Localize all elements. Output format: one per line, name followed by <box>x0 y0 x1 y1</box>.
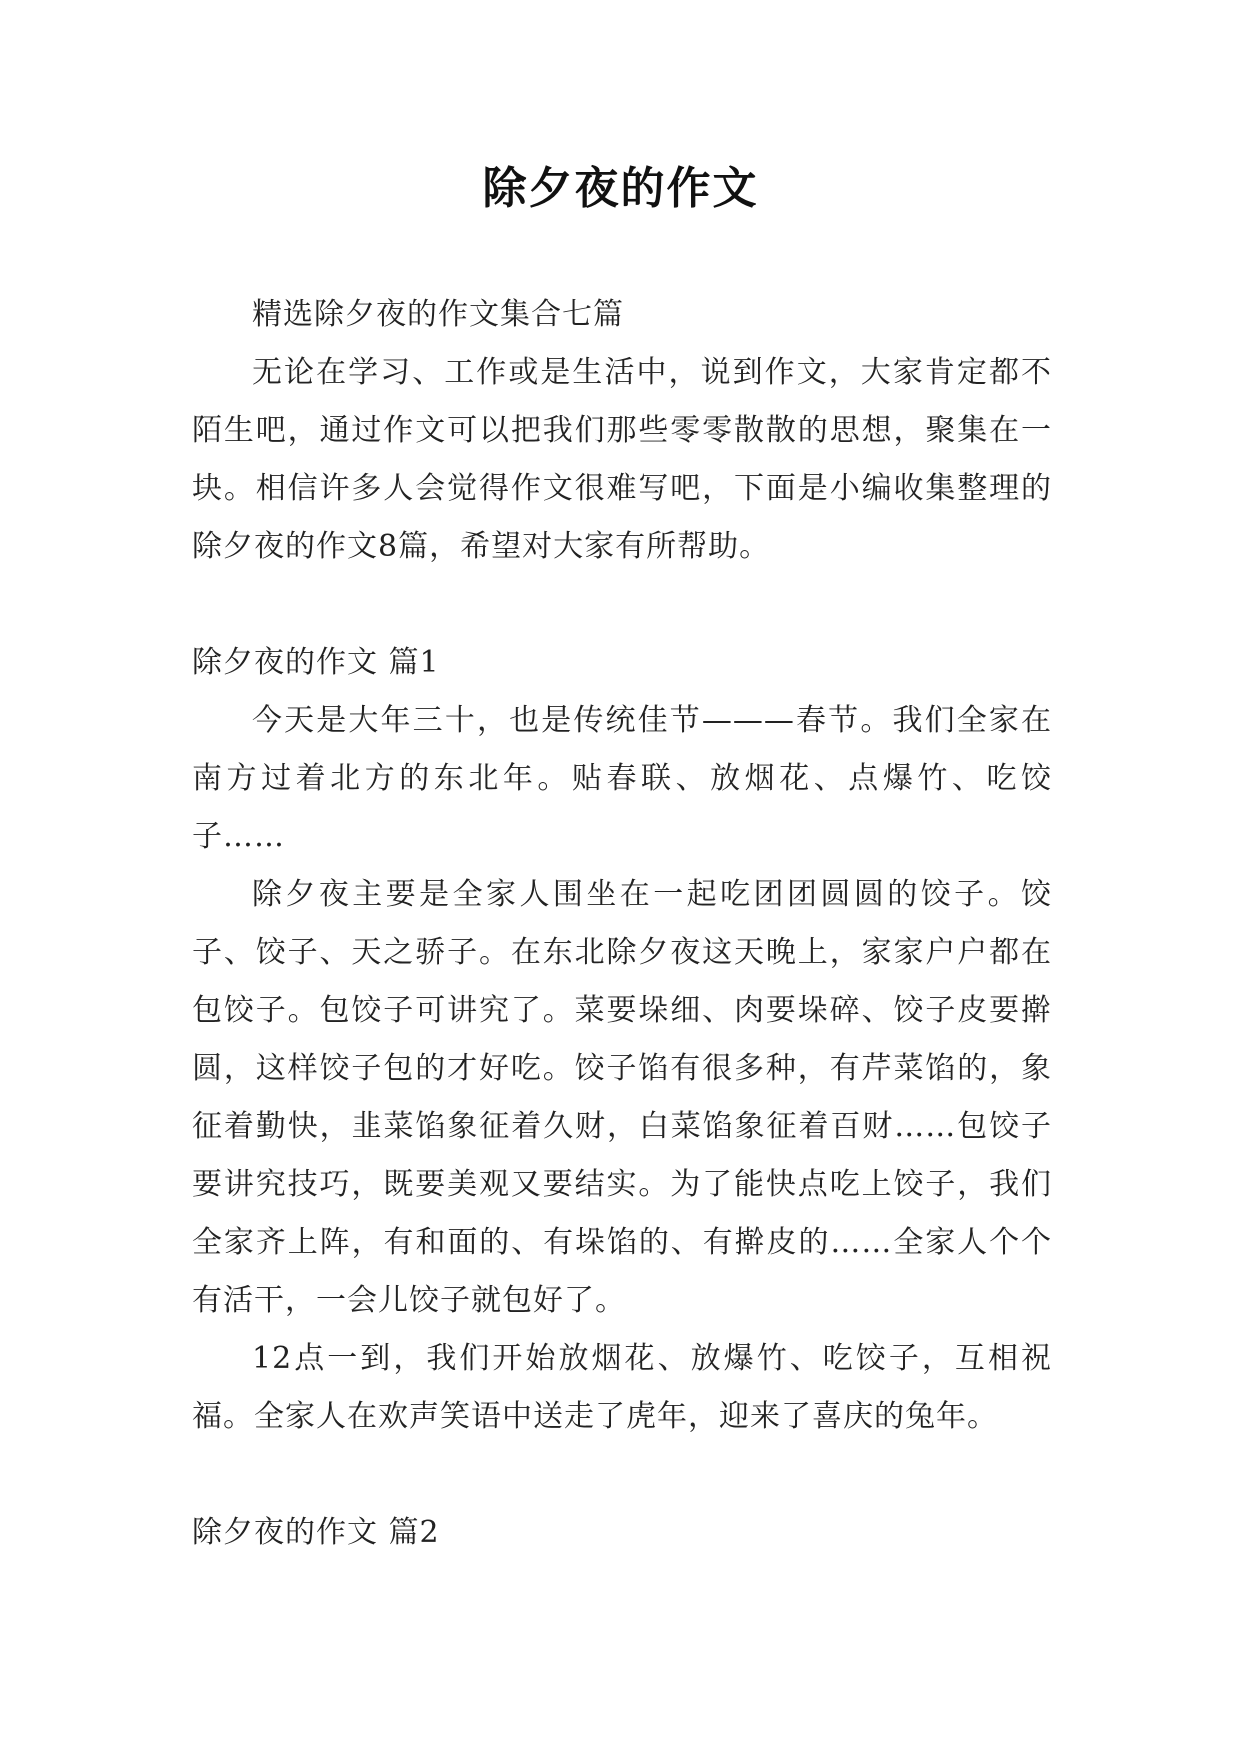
section-heading-1: 除夕夜的作文 篇1 <box>192 645 440 680</box>
section-heading-2: 除夕夜的作文 篇2 <box>192 1515 440 1550</box>
section1-paragraph-1: 今天是大年三十，也是传统佳节———春节。我们全家在南方过着北方的东北年。贴春联、放烟花、点爆竹、吃饺子…… <box>192 703 1052 854</box>
section1-paragraph-3: 12点一到，我们开始放烟花、放爆竹、吃饺子，互相祝福。全家人在欢声笑语中送走了虎年，迎来了喜庆的兔年。 <box>192 1341 1052 1434</box>
intro-paragraph: 无论在学习、工作或是生活中，说到作文，大家肯定都不陌生吧，通过作文可以把我们那些零零散散的思想，聚集在一块。相信许多人会觉得作文很难写吧，下面是小编收集整理的除夕夜的作文8篇，希望对大家有所帮助。 <box>192 355 1052 564</box>
section-spacer <box>192 576 1052 634</box>
section-spacer <box>192 1446 1052 1504</box>
section1-paragraph-2: 除夕夜主要是全家人围坐在一起吃团团圆圆的饺子。饺子、饺子、天之骄子。在东北除夕夜这天晚上，家家户户都在包饺子。包饺子可讲究了。菜要垛细、肉要垛碎、饺子皮要擀圆，这样饺子包的才好吃。饺子馅有很多种，有芹菜馅的，象征着勤快，韭菜馅象征着久财，白菜馅象征着百财……包饺子要讲究技巧，既要美观又要结实。为了能快点吃上饺子，我们全家齐上阵，有和面的、有垛馅的、有擀皮的……全家人个个有活干，一会儿饺子就包好了。 <box>192 877 1052 1318</box>
intro-heading: 精选除夕夜的作文集合七篇 <box>252 297 624 332</box>
document-title: 除夕夜的作文 <box>482 163 759 214</box>
document-body <box>192 286 1052 1562</box>
